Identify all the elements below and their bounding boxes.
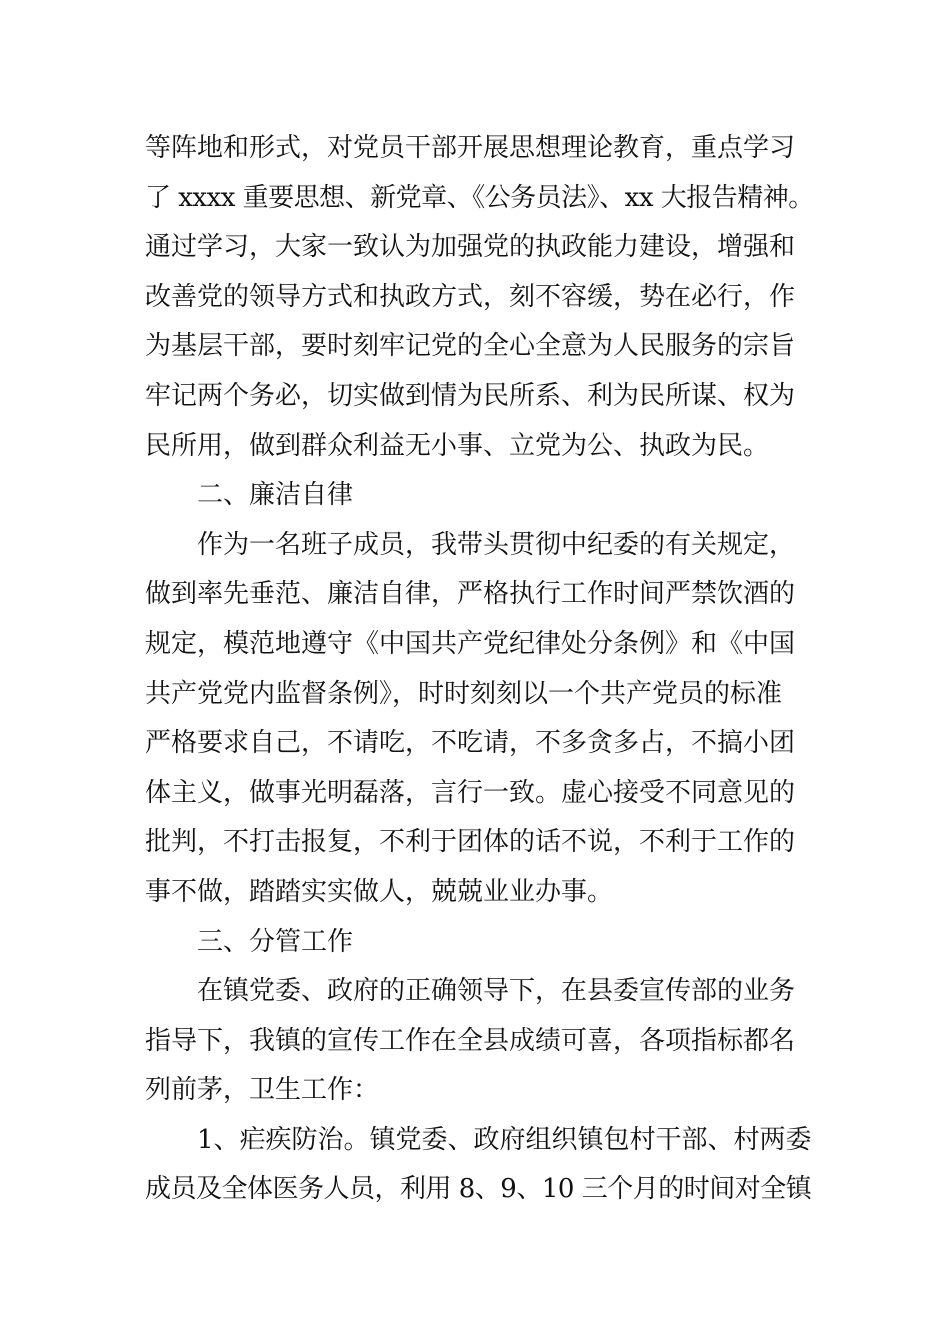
section-heading-integrity: 二、廉洁自律 <box>197 480 354 511</box>
list-item-malaria: 1、疟疾防治。镇党委、政府组织镇包村干部、村两委 <box>197 1124 812 1155</box>
text-line: 通过学习，大家一致认为加强党的执政能力建设，增强和 <box>145 232 796 263</box>
text-line: 体主义，做事光明磊落，言行一致。虚心接受不同意见的 <box>145 777 796 808</box>
text-line: 列前茅，卫生工作： <box>145 1075 380 1106</box>
document-body <box>145 124 815 1215</box>
text-line: 规定，模范地遵守《中国共产党纪律处分条例》和《中国 <box>145 628 796 659</box>
text-line: 了 xxxx 重要思想、新党章、《公务员法》、xx 大报告精神。 <box>145 182 814 213</box>
text-line: 为基层干部，要时刻牢记党的全心全意为人民服务的宗旨 <box>145 331 796 362</box>
text-line: 牢记两个务必，切实做到情为民所系、利为民所谋、权为 <box>145 380 796 411</box>
text-line: 等阵地和形式，对党员干部开展思想理论教育，重点学习 <box>145 133 796 163</box>
text-line: 在镇党委、政府的正确领导下，在县委宣传部的业务 <box>197 976 796 1007</box>
text-line: 批判，不打击报复，不利于团体的话不说，不利于工作的 <box>145 827 796 858</box>
text-line: 指导下，我镇的宣传工作在全县成绩可喜，各项指标都名 <box>145 1025 796 1056</box>
text-line: 成员及全体医务人员，利用 8、9、10 三个月的时间对全镇 <box>145 1174 812 1205</box>
text-line: 做到率先垂范、廉洁自律，严格执行工作时间严禁饮酒的 <box>145 579 796 610</box>
text-line: 民所用，做到群众利益无小事、立党为公、执政为民。 <box>145 430 770 461</box>
text-line: 事不做，踏踏实实做人，兢兢业业办事。 <box>145 876 614 907</box>
text-line: 共产党党内监督条例》，时时刻刻以一个共产党员的标准 <box>145 678 783 709</box>
text-line: 改善党的领导方式和执政方式，刻不容缓，势在必行，作 <box>145 281 796 312</box>
text-line: 作为一名班子成员，我带头贯彻中纪委的有关规定， <box>197 529 796 560</box>
section-heading-responsibilities: 三、分管工作 <box>197 926 354 957</box>
text-line: 严格要求自己，不请吃，不吃请，不多贪多占，不搞小团 <box>145 728 796 759</box>
